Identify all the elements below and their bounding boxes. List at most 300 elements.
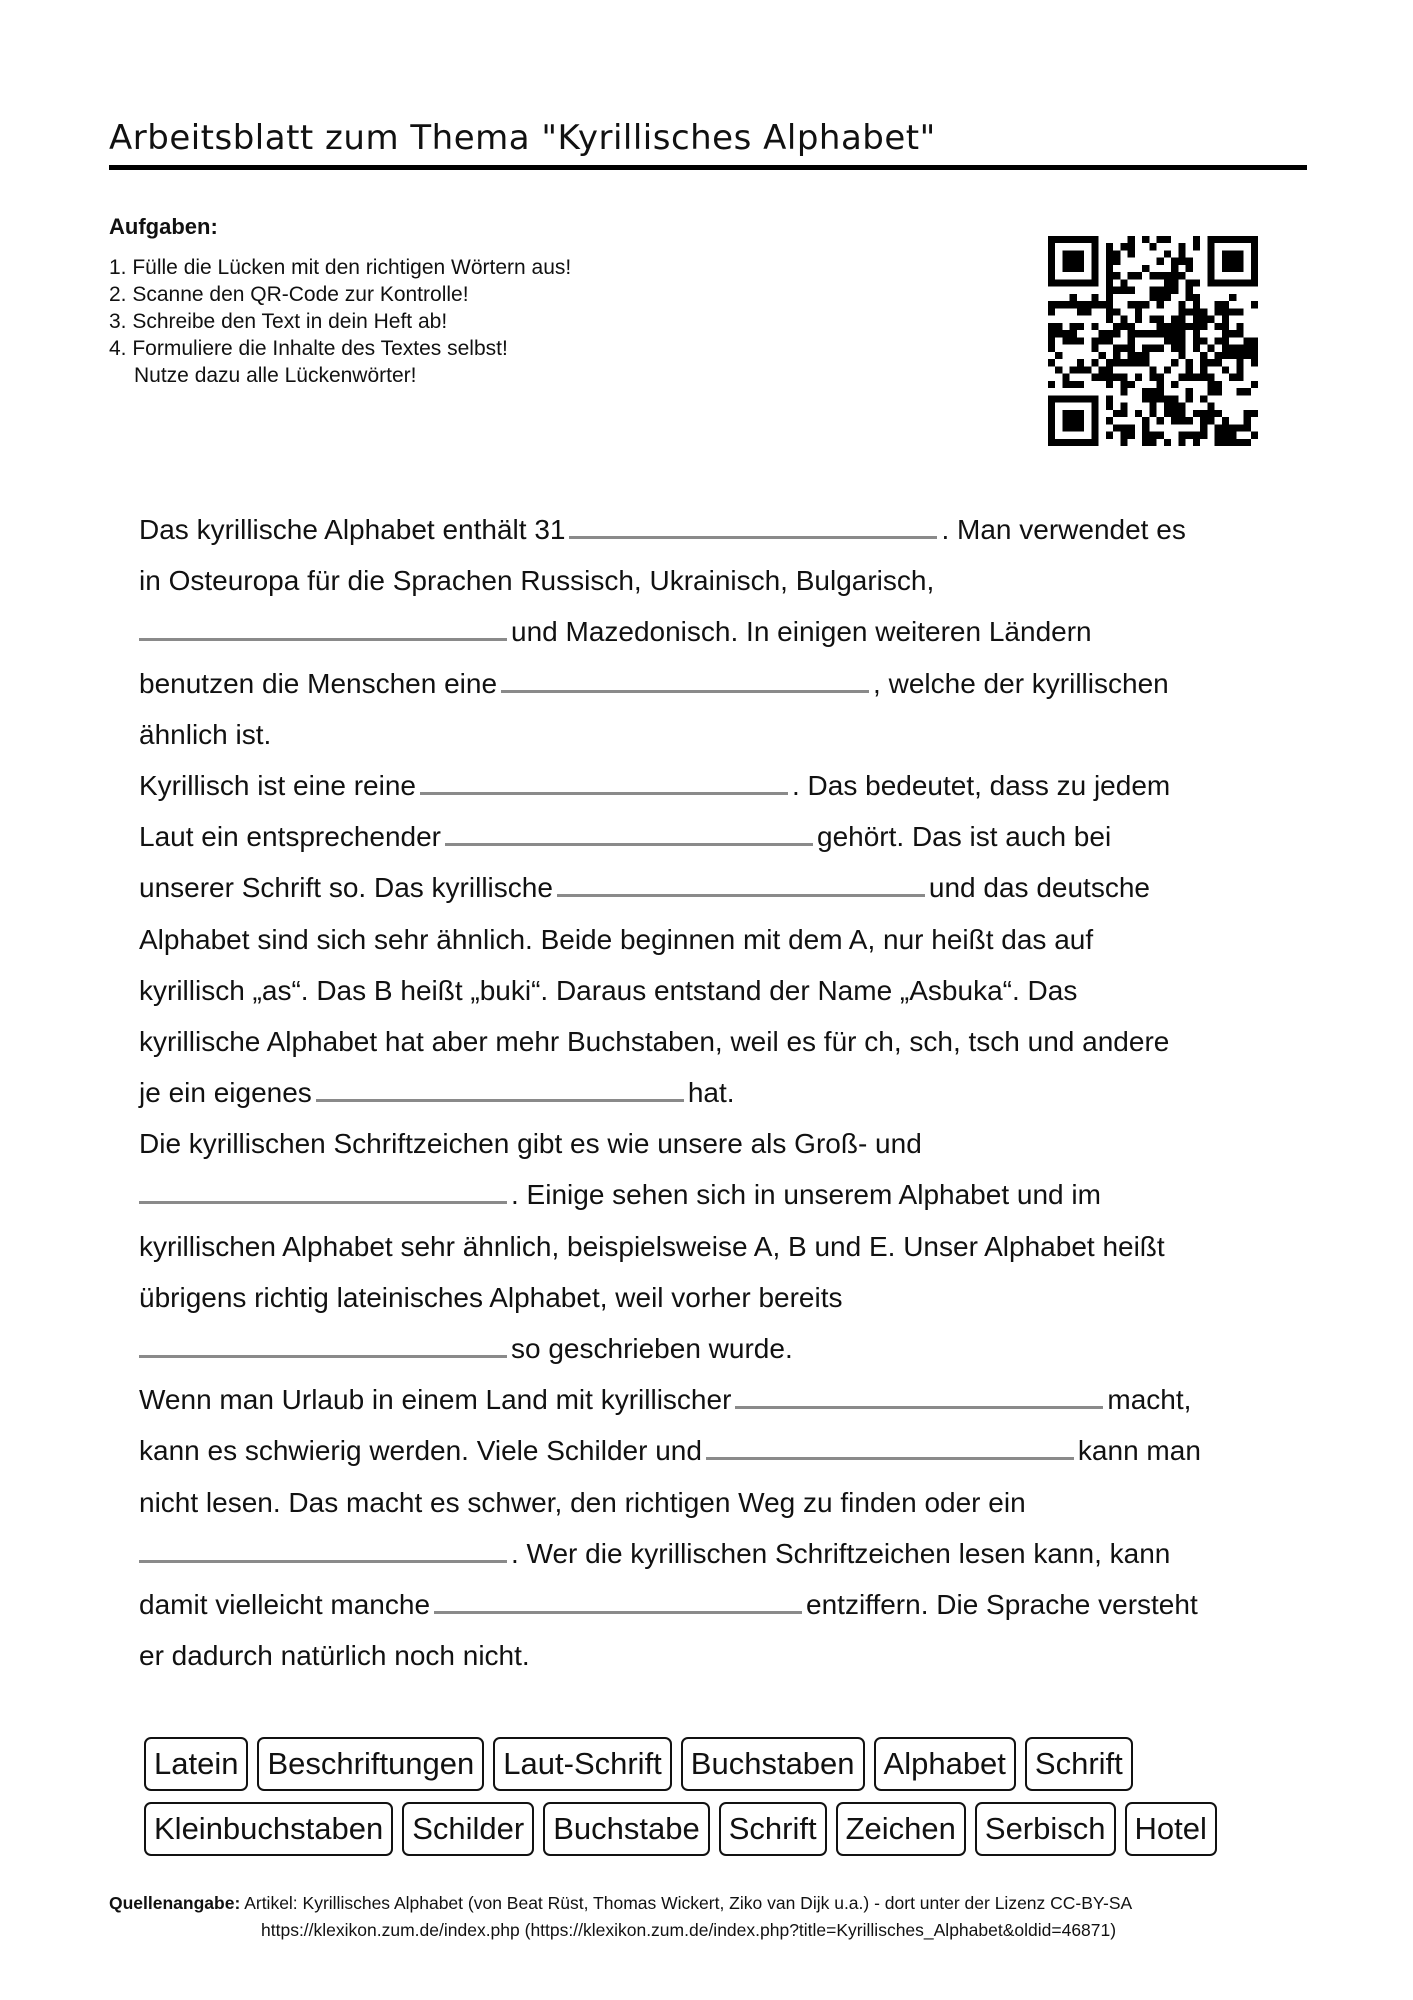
qr-module [1186, 308, 1193, 315]
cloze-line [139, 1425, 1289, 1476]
qr-module [1048, 279, 1055, 286]
qr-module [1070, 250, 1077, 257]
qr-module [1048, 308, 1055, 315]
qr-module [1186, 323, 1193, 330]
cloze-text [139, 504, 1289, 1681]
qr-module [1222, 258, 1229, 265]
qr-module [1149, 388, 1156, 395]
blank-field[interactable] [501, 660, 869, 693]
qr-module [1077, 395, 1084, 402]
qr-module [1048, 337, 1055, 344]
qr-module [1157, 395, 1164, 402]
qr-module [1070, 417, 1077, 424]
qr-module [1164, 403, 1171, 410]
qr-module [1164, 250, 1171, 257]
qr-module [1055, 352, 1062, 359]
word-chip[interactable]: Schrift [719, 1802, 827, 1856]
qr-module [1084, 439, 1091, 446]
qr-module [1171, 258, 1178, 265]
qr-module [1222, 366, 1229, 373]
word-chip[interactable]: Schrift [1025, 1737, 1133, 1791]
qr-module [1236, 265, 1243, 272]
cloze-line [139, 709, 1289, 760]
qr-module [1207, 417, 1214, 424]
qr-module [1091, 395, 1098, 402]
qr-module [1251, 345, 1258, 352]
blank-field[interactable] [420, 762, 788, 795]
qr-module [1244, 352, 1251, 359]
qr-module [1157, 323, 1164, 330]
qr-module [1070, 330, 1077, 337]
cloze-line [139, 1323, 1289, 1374]
qr-module [1207, 258, 1214, 265]
qr-module [1164, 395, 1171, 402]
qr-module [1157, 381, 1164, 388]
qr-module [1113, 352, 1120, 359]
qr-module [1113, 424, 1120, 431]
qr-module [1244, 388, 1251, 395]
qr-module [1106, 258, 1113, 265]
qr-module [1186, 432, 1193, 439]
qr-module [1149, 366, 1156, 373]
cloze-text-segment: kyrillischen Alphabet sehr ähnlich, beispielsweise A, B und E. Unser Alphabet heißt [139, 1230, 1165, 1262]
qr-module [1070, 366, 1077, 373]
cloze-text-segment: und Mazedonisch. In einigen weiteren Ländern [511, 616, 1092, 648]
qr-module [1106, 250, 1113, 257]
blank-field[interactable] [445, 813, 813, 846]
qr-module [1128, 301, 1135, 308]
qr-module [1113, 250, 1120, 257]
qr-module [1135, 316, 1142, 323]
cloze-line [139, 811, 1289, 862]
qr-module [1222, 424, 1229, 431]
qr-module [1222, 279, 1229, 286]
page-title: Arbeitsblatt zum Thema "Kyrillisches Alphabet" [109, 118, 936, 158]
qr-module [1135, 301, 1142, 308]
qr-module [1178, 308, 1185, 315]
qr-module [1178, 330, 1185, 337]
task-item: 1. Fülle die Lücken mit den richtigen Wörtern aus! [109, 256, 572, 279]
qr-module [1128, 323, 1135, 330]
source-label: Quellenangabe: [109, 1893, 241, 1913]
qr-module [1251, 337, 1258, 344]
cloze-text-segment: so geschrieben wurde. [511, 1333, 793, 1364]
cloze-text-segment: unserer Schrift so. Das kyrillische [139, 872, 553, 904]
qr-module [1062, 250, 1069, 257]
qr-module [1062, 236, 1069, 243]
qr-module [1106, 432, 1113, 439]
qr-module [1149, 272, 1156, 279]
qr-module [1222, 432, 1229, 439]
qr-module [1215, 279, 1222, 286]
qr-module [1142, 439, 1149, 446]
qr-module [1048, 432, 1055, 439]
qr-module [1215, 308, 1222, 315]
qr-module [1186, 366, 1193, 373]
cloze-text-segment: ähnlich ist. [139, 718, 272, 750]
qr-module [1091, 374, 1098, 381]
blank-field[interactable] [735, 1376, 1103, 1409]
cloze-text-segment: je ein eigenes [139, 1077, 312, 1109]
blank-field[interactable] [139, 1325, 507, 1358]
qr-module [1128, 345, 1135, 352]
qr-module [1099, 366, 1106, 373]
qr-module [1077, 258, 1084, 265]
qr-module [1164, 279, 1171, 286]
qr-module [1070, 294, 1077, 301]
qr-module [1077, 410, 1084, 417]
qr-module [1229, 236, 1236, 243]
qr-module [1070, 424, 1077, 431]
qr-module [1128, 287, 1135, 294]
blank-field[interactable] [139, 1530, 507, 1563]
cloze-line [139, 760, 1289, 811]
qr-module [1236, 330, 1243, 337]
cloze-line [139, 914, 1289, 965]
qr-module [1164, 272, 1171, 279]
qr-module [1157, 294, 1164, 301]
word-chip[interactable]: Kleinbuchstaben [144, 1802, 393, 1856]
qr-module [1251, 236, 1258, 243]
qr-module [1048, 330, 1055, 337]
qr-module [1236, 308, 1243, 315]
blank-field[interactable] [139, 608, 507, 641]
qr-module [1215, 424, 1222, 431]
qr-module [1207, 250, 1214, 257]
qr-module [1229, 250, 1236, 257]
qr-module [1236, 366, 1243, 373]
qr-module [1091, 403, 1098, 410]
qr-module [1186, 265, 1193, 272]
qr-module [1142, 359, 1149, 366]
qr-module [1142, 265, 1149, 272]
word-chip[interactable]: Alphabet [874, 1737, 1016, 1791]
qr-module [1164, 410, 1171, 417]
qr-module [1157, 236, 1164, 243]
qr-module [1120, 439, 1127, 446]
qr-module [1229, 294, 1236, 301]
qr-module [1135, 374, 1142, 381]
qr-module [1229, 258, 1236, 265]
qr-module [1171, 316, 1178, 323]
qr-module [1207, 381, 1214, 388]
qr-module [1120, 345, 1127, 352]
qr-module [1229, 374, 1236, 381]
qr-module [1128, 381, 1135, 388]
qr-module [1236, 323, 1243, 330]
qr-module [1149, 395, 1156, 402]
qr-module [1120, 403, 1127, 410]
qr-module [1207, 359, 1214, 366]
qr-module [1149, 294, 1156, 301]
blank-field[interactable] [434, 1581, 802, 1614]
qr-module [1106, 381, 1113, 388]
qr-module [1077, 424, 1084, 431]
qr-module [1128, 272, 1135, 279]
qr-module [1193, 316, 1200, 323]
qr-module [1157, 301, 1164, 308]
qr-module [1171, 381, 1178, 388]
qr-module [1113, 374, 1120, 381]
cloze-line [139, 606, 1289, 657]
qr-module [1171, 287, 1178, 294]
cloze-text-segment: . Wer die kyrillischen Schriftzeichen lesen kann, kann [511, 1537, 1171, 1569]
qr-module [1251, 410, 1258, 417]
qr-module [1229, 439, 1236, 446]
word-bank-row [144, 1737, 1284, 1791]
qr-module [1062, 337, 1069, 344]
qr-module [1207, 316, 1214, 323]
qr-module [1171, 410, 1178, 417]
qr-module [1215, 410, 1222, 417]
qr-module [1091, 265, 1098, 272]
qr-module [1215, 359, 1222, 366]
qr-module [1157, 287, 1164, 294]
word-chip[interactable]: Laut-Schrift [493, 1737, 672, 1791]
qr-module [1048, 272, 1055, 279]
qr-module [1193, 410, 1200, 417]
qr-module [1200, 352, 1207, 359]
qr-module [1062, 258, 1069, 265]
qr-module [1113, 330, 1120, 337]
qr-module [1207, 403, 1214, 410]
qr-module [1091, 243, 1098, 250]
qr-module [1229, 424, 1236, 431]
qr-module [1186, 374, 1193, 381]
cloze-line [139, 1016, 1289, 1067]
cloze-text-segment: nicht lesen. Das macht es schwer, den richtigen Weg zu finden oder ein [139, 1486, 1026, 1518]
qr-module [1135, 330, 1142, 337]
qr-module [1186, 359, 1193, 366]
qr-module [1091, 337, 1098, 344]
qr-module [1178, 323, 1185, 330]
qr-module [1193, 243, 1200, 250]
qr-module [1164, 337, 1171, 344]
blank-field[interactable] [316, 1069, 684, 1102]
qr-module [1048, 395, 1055, 402]
qr-module [1200, 424, 1207, 431]
qr-module [1222, 352, 1229, 359]
cloze-text-segment: er dadurch natürlich noch nicht. [139, 1640, 530, 1672]
qr-module [1055, 366, 1062, 373]
qr-module [1178, 374, 1185, 381]
word-chip[interactable]: Hotel [1125, 1802, 1217, 1856]
word-chip[interactable]: Serbisch [975, 1802, 1116, 1856]
qr-module [1120, 359, 1127, 366]
qr-module [1128, 236, 1135, 243]
cloze-text-segment: . Das bedeutet, dass zu jedem [792, 769, 1171, 801]
cloze-line [139, 965, 1289, 1016]
cloze-text-segment: . Man verwendet es [941, 514, 1186, 545]
qr-module [1244, 279, 1251, 286]
cloze-text-segment: Kyrillisch ist eine reine [139, 769, 416, 801]
qr-module [1178, 345, 1185, 352]
qr-module [1077, 337, 1084, 344]
cloze-line [139, 1221, 1289, 1272]
qr-module [1178, 316, 1185, 323]
qr-module [1193, 279, 1200, 286]
qr-module [1222, 308, 1229, 315]
qr-module [1113, 359, 1120, 366]
qr-module [1164, 287, 1171, 294]
qr-module [1164, 236, 1171, 243]
qr-module [1178, 352, 1185, 359]
qr-module [1207, 388, 1214, 395]
word-chip[interactable]: Schilder [402, 1802, 534, 1856]
qr-module [1062, 395, 1069, 402]
qr-module [1091, 301, 1098, 308]
qr-module [1207, 345, 1214, 352]
qr-module [1236, 345, 1243, 352]
qr-module [1229, 279, 1236, 286]
qr-module [1120, 243, 1127, 250]
qr-module [1055, 236, 1062, 243]
qr-module [1178, 301, 1185, 308]
qr-module [1178, 337, 1185, 344]
qr-module [1106, 279, 1113, 286]
cloze-line [139, 862, 1289, 913]
qr-module [1128, 250, 1135, 257]
qr-module [1106, 287, 1113, 294]
blank-field[interactable] [569, 506, 937, 539]
qr-module [1215, 388, 1222, 395]
blank-field[interactable] [557, 864, 925, 897]
qr-module [1200, 323, 1207, 330]
qr-module [1128, 359, 1135, 366]
qr-module [1157, 316, 1164, 323]
qr-module [1070, 323, 1077, 330]
qr-module [1178, 403, 1185, 410]
qr-module [1193, 236, 1200, 243]
qr-module [1200, 337, 1207, 344]
qr-module [1091, 439, 1098, 446]
qr-module [1178, 258, 1185, 265]
qr-module [1142, 330, 1149, 337]
qr-module [1048, 345, 1055, 352]
qr-module [1251, 381, 1258, 388]
qr-module [1120, 381, 1127, 388]
qr-module [1236, 424, 1243, 431]
task-item: 3. Schreibe den Text in dein Heft ab! [109, 310, 448, 333]
qr-module [1207, 279, 1214, 286]
qr-module [1055, 323, 1062, 330]
qr-module [1048, 236, 1055, 243]
qr-module [1236, 439, 1243, 446]
qr-module [1186, 417, 1193, 424]
qr-module [1106, 301, 1113, 308]
qr-module [1193, 323, 1200, 330]
word-chip[interactable]: Buchstaben [681, 1737, 865, 1791]
qr-module [1251, 352, 1258, 359]
qr-module [1215, 301, 1222, 308]
qr-module [1055, 439, 1062, 446]
qr-module [1222, 439, 1229, 446]
word-chip[interactable]: Latein [144, 1737, 248, 1791]
qr-module [1244, 410, 1251, 417]
qr-module [1113, 272, 1120, 279]
qr-module [1062, 417, 1069, 424]
title-underline [109, 165, 1307, 170]
cloze-text-segment: entziffern. Die Sprache versteht [806, 1588, 1198, 1620]
word-chip[interactable]: Buchstabe [543, 1802, 710, 1856]
qr-module [1142, 345, 1149, 352]
cloze-text-segment: in Osteuropa für die Sprachen Russisch, Ukrainisch, Bulgarisch, [139, 565, 935, 597]
qr-module [1055, 395, 1062, 402]
qr-module [1106, 337, 1113, 344]
qr-module [1222, 323, 1229, 330]
qr-module [1077, 417, 1084, 424]
qr-module [1099, 374, 1106, 381]
cloze-line [139, 1630, 1289, 1681]
qr-module [1077, 279, 1084, 286]
cloze-line [139, 1169, 1289, 1220]
qr-module [1084, 236, 1091, 243]
word-chip[interactable]: Beschriftungen [257, 1737, 484, 1791]
qr-module [1149, 330, 1156, 337]
qr-module [1077, 265, 1084, 272]
qr-module [1215, 439, 1222, 446]
cloze-line [139, 658, 1289, 709]
qr-module [1149, 439, 1156, 446]
cloze-line [139, 1579, 1289, 1630]
qr-module [1099, 352, 1106, 359]
cloze-text-segment: kyrillisch „as“. Das B heißt „buki“. Daraus entstand der Name „Asbuka“. Das [139, 974, 1078, 1006]
qr-module [1200, 417, 1207, 424]
qr-code-icon[interactable] [1048, 236, 1258, 446]
qr-module [1077, 301, 1084, 308]
qr-module [1186, 294, 1193, 301]
qr-module [1178, 272, 1185, 279]
qr-module [1186, 287, 1193, 294]
qr-module [1157, 258, 1164, 265]
task-item: Nutze dazu alle Lückenwörter! [134, 364, 417, 387]
qr-module [1222, 345, 1229, 352]
qr-module [1142, 424, 1149, 431]
qr-module [1077, 308, 1084, 315]
qr-module [1128, 352, 1135, 359]
qr-module [1171, 403, 1178, 410]
qr-module [1106, 316, 1113, 323]
cloze-line [139, 1528, 1289, 1579]
qr-module [1251, 258, 1258, 265]
qr-module [1229, 265, 1236, 272]
qr-module [1200, 359, 1207, 366]
qr-module [1251, 272, 1258, 279]
blank-field[interactable] [706, 1427, 1074, 1460]
cloze-line [139, 504, 1289, 555]
qr-module [1120, 316, 1127, 323]
task-item: 2. Scanne den QR-Code zur Kontrolle! [109, 283, 469, 306]
qr-module [1113, 308, 1120, 315]
qr-module [1157, 432, 1164, 439]
cloze-text-segment: Wenn man Urlaub in einem Land mit kyrillischer [139, 1384, 732, 1416]
word-chip[interactable]: Zeichen [836, 1802, 966, 1856]
cloze-text-segment: kann man [1077, 1435, 1201, 1467]
qr-module [1193, 345, 1200, 352]
qr-module [1128, 337, 1135, 344]
qr-module [1142, 236, 1149, 243]
cloze-text-segment: damit vielleicht manche [139, 1588, 431, 1620]
cloze-text-segment: hat. [687, 1077, 735, 1109]
qr-module [1171, 279, 1178, 286]
blank-field[interactable] [139, 1171, 507, 1204]
qr-module [1222, 330, 1229, 337]
qr-module [1178, 432, 1185, 439]
cloze-line [139, 1374, 1289, 1425]
qr-module [1193, 439, 1200, 446]
cloze-line [139, 555, 1289, 606]
qr-module [1171, 330, 1178, 337]
